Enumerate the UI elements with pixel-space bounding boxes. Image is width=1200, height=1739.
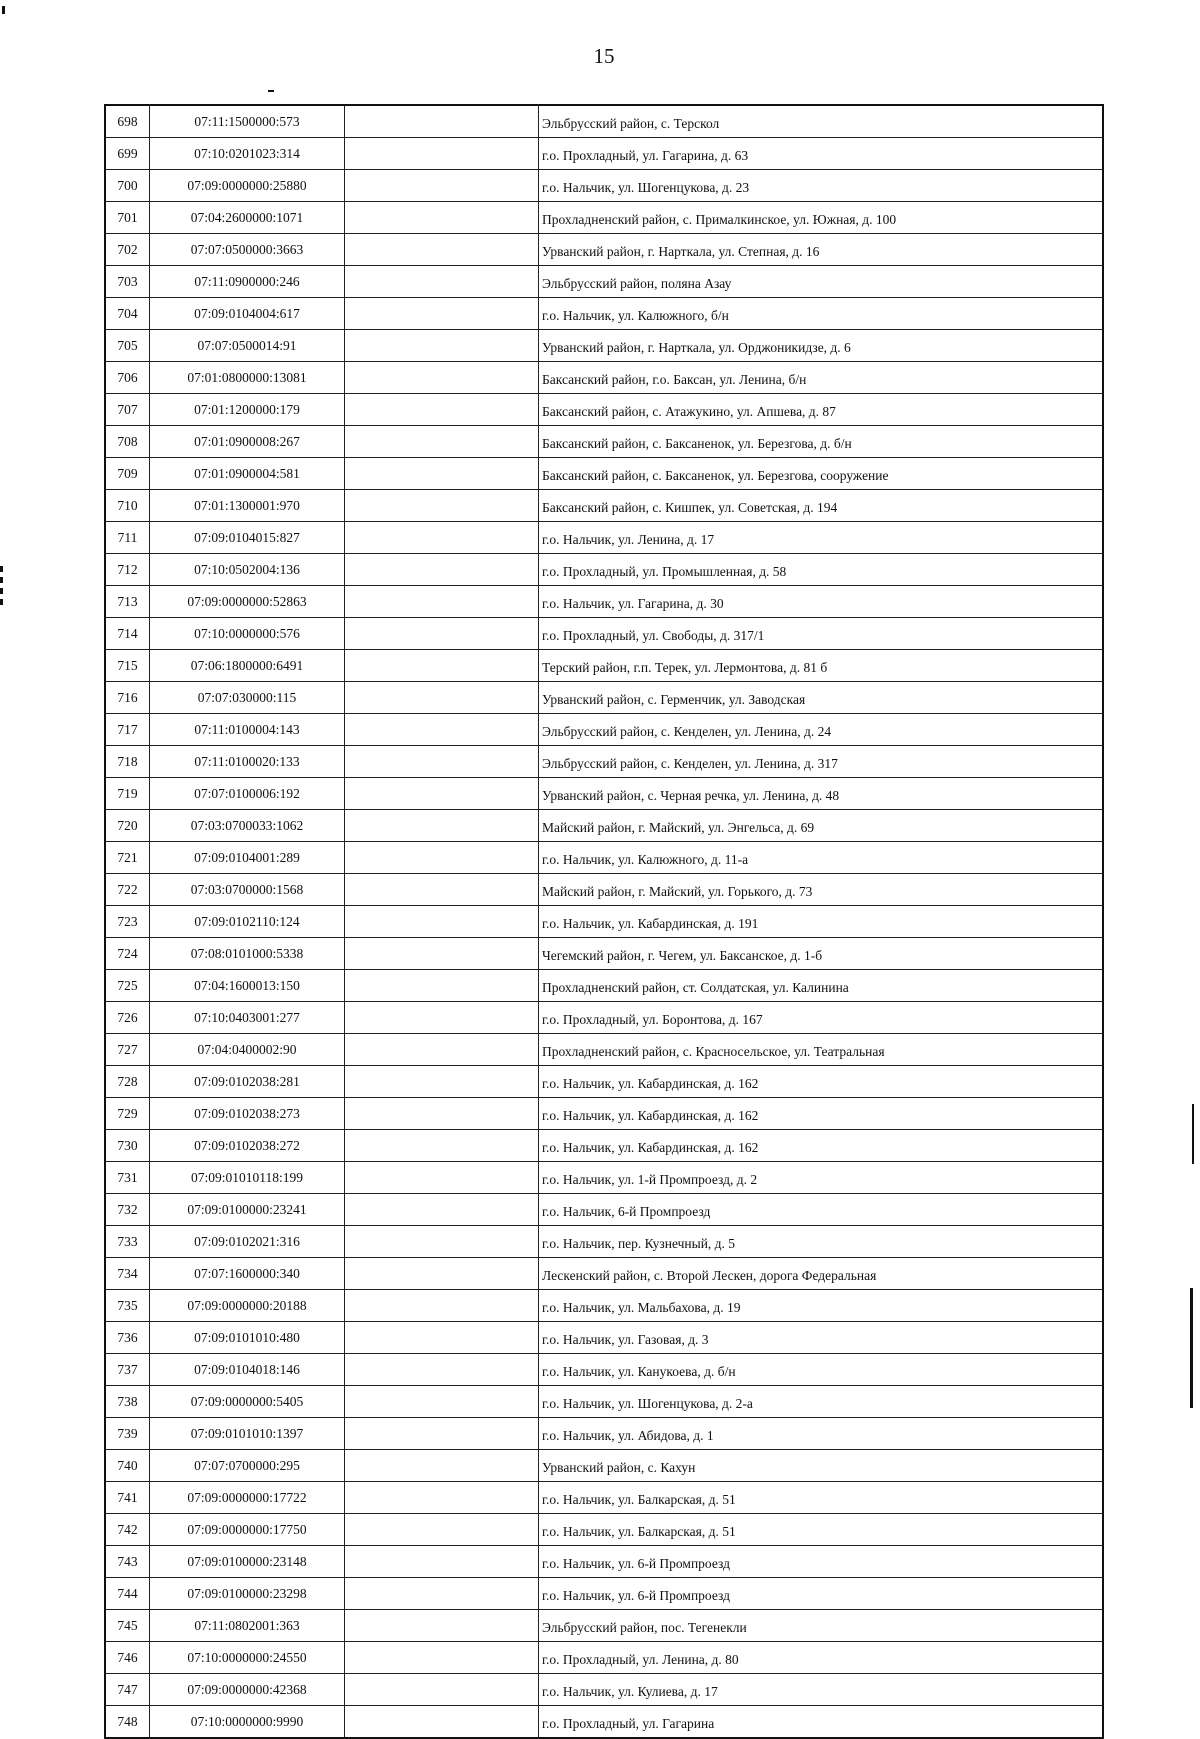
cadastral-number-cell: 07:04:2600000:1071 — [150, 202, 345, 234]
cadastral-number-cell: 07:10:0000000:24550 — [150, 1642, 345, 1674]
empty-cell — [345, 330, 539, 362]
empty-cell — [345, 298, 539, 330]
table-row — [105, 105, 1103, 138]
row-number-cell: 729 — [105, 1098, 150, 1130]
table-row — [105, 1354, 1103, 1386]
row-number-cell: 744 — [105, 1578, 150, 1610]
cadastral-number-cell: 07:09:01010118:199 — [150, 1162, 345, 1194]
empty-cell — [345, 1162, 539, 1194]
table-row — [105, 1418, 1103, 1450]
address-cell: г.о. Нальчик, ул. Гагарина, д. 30 — [539, 586, 1104, 618]
address-cell: Майский район, г. Майский, ул. Горького, д. 73 — [539, 874, 1104, 906]
table-row — [105, 938, 1103, 970]
scan-artifact — [2, 6, 5, 14]
address-cell: Урванский район, с. Герменчик, ул. Заводская — [539, 682, 1104, 714]
row-number-cell: 701 — [105, 202, 150, 234]
cadastral-number-cell: 07:09:0101010:480 — [150, 1322, 345, 1354]
empty-cell — [345, 234, 539, 266]
row-number-cell: 726 — [105, 1002, 150, 1034]
row-number-cell: 725 — [105, 970, 150, 1002]
row-number-cell: 700 — [105, 170, 150, 202]
row-number-cell: 723 — [105, 906, 150, 938]
row-number-cell: 712 — [105, 554, 150, 586]
cadastral-number-cell: 07:09:0100000:23298 — [150, 1578, 345, 1610]
address-cell: Урванский район, с. Кахун — [539, 1450, 1104, 1482]
empty-cell — [345, 426, 539, 458]
address-cell: г.о. Нальчик, ул. Канукоева, д. б/н — [539, 1354, 1104, 1386]
cadastral-number-cell: 07:04:0400002:90 — [150, 1034, 345, 1066]
address-cell: г.о. Нальчик, ул. Газовая, д. 3 — [539, 1322, 1104, 1354]
address-cell: г.о. Нальчик, пер. Кузнечный, д. 5 — [539, 1226, 1104, 1258]
empty-cell — [345, 714, 539, 746]
cadastral-number-cell: 07:09:0104001:289 — [150, 842, 345, 874]
table-row — [105, 1578, 1103, 1610]
table-row — [105, 682, 1103, 714]
address-cell: Прохладненский район, с. Красносельское, ул. Театральная — [539, 1034, 1104, 1066]
address-cell: Эльбрусский район, с. Кенделен, ул. Ленина, д. 24 — [539, 714, 1104, 746]
empty-cell — [345, 522, 539, 554]
table-row — [105, 426, 1103, 458]
table-body — [105, 105, 1103, 1738]
address-cell: г.о. Нальчик, ул. Балкарская, д. 51 — [539, 1514, 1104, 1546]
address-cell: Терский район, г.п. Терек, ул. Лермонтова, д. 81 б — [539, 650, 1104, 682]
table-row — [105, 234, 1103, 266]
row-number-cell: 724 — [105, 938, 150, 970]
row-number-cell: 707 — [105, 394, 150, 426]
row-number-cell: 708 — [105, 426, 150, 458]
table-row — [105, 170, 1103, 202]
cadastral-number-cell: 07:11:0802001:363 — [150, 1610, 345, 1642]
row-number-cell: 714 — [105, 618, 150, 650]
address-cell: г.о. Нальчик, ул. Кабардинская, д. 162 — [539, 1130, 1104, 1162]
registry-table — [104, 104, 1104, 1739]
address-cell: г.о. Нальчик, ул. Шогенцукова, д. 23 — [539, 170, 1104, 202]
scan-artifact — [0, 566, 3, 606]
row-number-cell: 728 — [105, 1066, 150, 1098]
row-number-cell: 727 — [105, 1034, 150, 1066]
cadastral-number-cell: 07:09:0000000:25880 — [150, 170, 345, 202]
table-row — [105, 1258, 1103, 1290]
table-row — [105, 266, 1103, 298]
empty-cell — [345, 1066, 539, 1098]
row-number-cell: 705 — [105, 330, 150, 362]
cadastral-number-cell: 07:09:0100000:23148 — [150, 1546, 345, 1578]
table-row — [105, 202, 1103, 234]
table-row — [105, 618, 1103, 650]
cadastral-number-cell: 07:11:0100020:133 — [150, 746, 345, 778]
address-cell: Урванский район, г. Нарткала, ул. Степная, д. 16 — [539, 234, 1104, 266]
empty-cell — [345, 746, 539, 778]
row-number-cell: 720 — [105, 810, 150, 842]
address-cell: Чегемский район, г. Чегем, ул. Баксанское, д. 1-б — [539, 938, 1104, 970]
address-cell: Прохладненский район, с. Прималкинское, ул. Южная, д. 100 — [539, 202, 1104, 234]
empty-cell — [345, 906, 539, 938]
address-cell: г.о. Нальчик, ул. Абидова, д. 1 — [539, 1418, 1104, 1450]
row-number-cell: 711 — [105, 522, 150, 554]
row-number-cell: 737 — [105, 1354, 150, 1386]
empty-cell — [345, 1642, 539, 1674]
empty-cell — [345, 554, 539, 586]
row-number-cell: 732 — [105, 1194, 150, 1226]
address-cell: г.о. Прохладный, ул. Промышленная, д. 58 — [539, 554, 1104, 586]
empty-cell — [345, 1546, 539, 1578]
empty-cell — [345, 170, 539, 202]
address-cell: Эльбрусский район, пос. Тегенекли — [539, 1610, 1104, 1642]
table-row — [105, 1706, 1103, 1739]
empty-cell — [345, 682, 539, 714]
empty-cell — [345, 1418, 539, 1450]
address-cell: г.о. Нальчик, ул. 6-й Промпроезд — [539, 1546, 1104, 1578]
row-number-cell: 734 — [105, 1258, 150, 1290]
table-row — [105, 1002, 1103, 1034]
empty-cell — [345, 266, 539, 298]
table-row — [105, 1162, 1103, 1194]
scan-artifact — [1192, 1104, 1194, 1164]
row-number-cell: 698 — [105, 105, 150, 138]
row-number-cell: 719 — [105, 778, 150, 810]
address-cell: Эльбрусский район, с. Кенделен, ул. Ленина, д. 317 — [539, 746, 1104, 778]
cadastral-number-cell: 07:09:0102038:273 — [150, 1098, 345, 1130]
row-number-cell: 706 — [105, 362, 150, 394]
cadastral-number-cell: 07:09:0000000:17750 — [150, 1514, 345, 1546]
cadastral-number-cell: 07:09:0102110:124 — [150, 906, 345, 938]
empty-cell — [345, 970, 539, 1002]
empty-cell — [345, 458, 539, 490]
cadastral-number-cell: 07:10:0000000:576 — [150, 618, 345, 650]
empty-cell — [345, 1514, 539, 1546]
row-number-cell: 704 — [105, 298, 150, 330]
empty-cell — [345, 490, 539, 522]
table-row — [105, 298, 1103, 330]
table-row — [105, 970, 1103, 1002]
empty-cell — [345, 810, 539, 842]
address-cell: г.о. Нальчик, 6-й Промпроезд — [539, 1194, 1104, 1226]
empty-cell — [345, 1706, 539, 1739]
table-row — [105, 1034, 1103, 1066]
row-number-cell: 718 — [105, 746, 150, 778]
row-number-cell: 722 — [105, 874, 150, 906]
address-cell: Баксанский район, г.о. Баксан, ул. Ленина, б/н — [539, 362, 1104, 394]
empty-cell — [345, 362, 539, 394]
row-number-cell: 710 — [105, 490, 150, 522]
table-row — [105, 554, 1103, 586]
table-row — [105, 746, 1103, 778]
table-row — [105, 1450, 1103, 1482]
cadastral-number-cell: 07:09:0102038:272 — [150, 1130, 345, 1162]
empty-cell — [345, 618, 539, 650]
cadastral-number-cell: 07:10:0201023:314 — [150, 138, 345, 170]
cadastral-number-cell: 07:11:1500000:573 — [150, 105, 345, 138]
table-row — [105, 842, 1103, 874]
address-cell: г.о. Нальчик, ул. Калюжного, б/н — [539, 298, 1104, 330]
address-cell: г.о. Нальчик, ул. Кабардинская, д. 191 — [539, 906, 1104, 938]
row-number-cell: 730 — [105, 1130, 150, 1162]
table-row — [105, 1066, 1103, 1098]
table-row — [105, 490, 1103, 522]
cadastral-number-cell: 07:11:0100004:143 — [150, 714, 345, 746]
row-number-cell: 702 — [105, 234, 150, 266]
empty-cell — [345, 105, 539, 138]
row-number-cell: 735 — [105, 1290, 150, 1322]
address-cell: Эльбрусский район, поляна Азау — [539, 266, 1104, 298]
cadastral-number-cell: 07:10:0000000:9990 — [150, 1706, 345, 1739]
address-cell: Баксанский район, с. Баксаненок, ул. Березгова, д. б/н — [539, 426, 1104, 458]
cadastral-number-cell: 07:01:0900004:581 — [150, 458, 345, 490]
row-number-cell: 713 — [105, 586, 150, 618]
table-row — [105, 1386, 1103, 1418]
address-cell: г.о. Нальчик, ул. 1-й Промпроезд, д. 2 — [539, 1162, 1104, 1194]
row-number-cell: 739 — [105, 1418, 150, 1450]
table-row — [105, 1226, 1103, 1258]
scan-artifact — [1190, 1288, 1193, 1408]
table-row — [105, 1098, 1103, 1130]
row-number-cell: 717 — [105, 714, 150, 746]
empty-cell — [345, 1354, 539, 1386]
address-cell: Урванский район, г. Нарткала, ул. Орджоникидзе, д. 6 — [539, 330, 1104, 362]
empty-cell — [345, 778, 539, 810]
table-row — [105, 1610, 1103, 1642]
cadastral-number-cell: 07:07:0500014:91 — [150, 330, 345, 362]
row-number-cell: 738 — [105, 1386, 150, 1418]
row-number-cell: 742 — [105, 1514, 150, 1546]
cadastral-number-cell: 07:09:0000000:42368 — [150, 1674, 345, 1706]
row-number-cell: 703 — [105, 266, 150, 298]
cadastral-number-cell: 07:09:0104015:827 — [150, 522, 345, 554]
address-cell: Урванский район, с. Черная речка, ул. Ленина, д. 48 — [539, 778, 1104, 810]
empty-cell — [345, 586, 539, 618]
row-number-cell: 745 — [105, 1610, 150, 1642]
cadastral-number-cell: 07:09:0000000:5405 — [150, 1386, 345, 1418]
empty-cell — [345, 1130, 539, 1162]
cadastral-number-cell: 07:03:0700033:1062 — [150, 810, 345, 842]
address-cell: г.о. Нальчик, ул. Кабардинская, д. 162 — [539, 1098, 1104, 1130]
cadastral-number-cell: 07:10:0502004:136 — [150, 554, 345, 586]
table-row — [105, 586, 1103, 618]
address-cell: Майский район, г. Майский, ул. Энгельса, д. 69 — [539, 810, 1104, 842]
empty-cell — [345, 1450, 539, 1482]
table-row — [105, 1130, 1103, 1162]
cadastral-number-cell: 07:09:0101010:1397 — [150, 1418, 345, 1450]
row-number-cell: 736 — [105, 1322, 150, 1354]
empty-cell — [345, 874, 539, 906]
cadastral-number-cell: 07:03:0700000:1568 — [150, 874, 345, 906]
empty-cell — [345, 650, 539, 682]
empty-cell — [345, 1578, 539, 1610]
cadastral-number-cell: 07:01:1200000:179 — [150, 394, 345, 426]
cadastral-number-cell: 07:01:0800000:13081 — [150, 362, 345, 394]
empty-cell — [345, 1322, 539, 1354]
address-cell: г.о. Нальчик, ул. Шогенцукова, д. 2-а — [539, 1386, 1104, 1418]
cadastral-number-cell: 07:07:030000:115 — [150, 682, 345, 714]
empty-cell — [345, 1034, 539, 1066]
table-row — [105, 650, 1103, 682]
address-cell: г.о. Прохладный, ул. Гагарина — [539, 1706, 1104, 1739]
row-number-cell: 699 — [105, 138, 150, 170]
cadastral-number-cell: 07:09:0102021:316 — [150, 1226, 345, 1258]
address-cell: Лескенский район, с. Второй Лескен, дорога Федеральная — [539, 1258, 1104, 1290]
address-cell: г.о. Нальчик, ул. Калюжного, д. 11-а — [539, 842, 1104, 874]
table-row — [105, 458, 1103, 490]
table-row — [105, 362, 1103, 394]
cadastral-number-cell: 07:09:0000000:20188 — [150, 1290, 345, 1322]
empty-cell — [345, 138, 539, 170]
cadastral-number-cell: 07:01:0900008:267 — [150, 426, 345, 458]
row-number-cell: 721 — [105, 842, 150, 874]
row-number-cell: 716 — [105, 682, 150, 714]
scan-artifact — [268, 90, 274, 92]
address-cell: г.о. Прохладный, ул. Гагарина, д. 63 — [539, 138, 1104, 170]
table-row — [105, 394, 1103, 426]
cadastral-number-cell: 07:04:1600013:150 — [150, 970, 345, 1002]
address-cell: г.о. Нальчик, ул. Мальбахова, д. 19 — [539, 1290, 1104, 1322]
address-cell: Эльбрусский район, с. Терскол — [539, 105, 1104, 138]
table-row — [105, 906, 1103, 938]
empty-cell — [345, 202, 539, 234]
row-number-cell: 748 — [105, 1706, 150, 1739]
cadastral-number-cell: 07:07:1600000:340 — [150, 1258, 345, 1290]
empty-cell — [345, 1290, 539, 1322]
empty-cell — [345, 1674, 539, 1706]
address-cell: г.о. Нальчик, ул. Кулиева, д. 17 — [539, 1674, 1104, 1706]
address-cell: Прохладненский район, ст. Солдатская, ул. Калинина — [539, 970, 1104, 1002]
empty-cell — [345, 1482, 539, 1514]
row-number-cell: 715 — [105, 650, 150, 682]
cadastral-number-cell: 07:09:0104018:146 — [150, 1354, 345, 1386]
table-row — [105, 1674, 1103, 1706]
address-cell: г.о. Нальчик, ул. Кабардинская, д. 162 — [539, 1066, 1104, 1098]
cadastral-number-cell: 07:10:0403001:277 — [150, 1002, 345, 1034]
cadastral-number-cell: 07:11:0900000:246 — [150, 266, 345, 298]
table-row — [105, 1482, 1103, 1514]
empty-cell — [345, 1610, 539, 1642]
cadastral-number-cell: 07:07:0100006:192 — [150, 778, 345, 810]
empty-cell — [345, 1258, 539, 1290]
row-number-cell: 741 — [105, 1482, 150, 1514]
address-cell: Баксанский район, с. Кишпек, ул. Советская, д. 194 — [539, 490, 1104, 522]
table-row — [105, 714, 1103, 746]
cadastral-number-cell: 07:09:0000000:52863 — [150, 586, 345, 618]
row-number-cell: 709 — [105, 458, 150, 490]
empty-cell — [345, 842, 539, 874]
address-cell: г.о. Прохладный, ул. Ленина, д. 80 — [539, 1642, 1104, 1674]
empty-cell — [345, 1386, 539, 1418]
address-cell: г.о. Прохладный, ул. Боронтова, д. 167 — [539, 1002, 1104, 1034]
row-number-cell: 740 — [105, 1450, 150, 1482]
empty-cell — [345, 1226, 539, 1258]
row-number-cell: 746 — [105, 1642, 150, 1674]
table-row — [105, 1642, 1103, 1674]
table-row — [105, 1514, 1103, 1546]
table-row — [105, 1322, 1103, 1354]
empty-cell — [345, 1194, 539, 1226]
table-row — [105, 810, 1103, 842]
table-row — [105, 330, 1103, 362]
table-row — [105, 1290, 1103, 1322]
table-row — [105, 874, 1103, 906]
row-number-cell: 743 — [105, 1546, 150, 1578]
cadastral-number-cell: 07:07:0500000:3663 — [150, 234, 345, 266]
cadastral-number-cell: 07:07:0700000:295 — [150, 1450, 345, 1482]
empty-cell — [345, 1098, 539, 1130]
empty-cell — [345, 1002, 539, 1034]
row-number-cell: 733 — [105, 1226, 150, 1258]
table-row — [105, 1194, 1103, 1226]
address-cell: Баксанский район, с. Баксаненок, ул. Березгова, сооружение — [539, 458, 1104, 490]
address-cell: г.о. Нальчик, ул. 6-й Промпроезд — [539, 1578, 1104, 1610]
table-row — [105, 522, 1103, 554]
cadastral-number-cell: 07:09:0100000:23241 — [150, 1194, 345, 1226]
empty-cell — [345, 394, 539, 426]
address-cell: Баксанский район, с. Атажукино, ул. Апшева, д. 87 — [539, 394, 1104, 426]
cadastral-number-cell: 07:09:0102038:281 — [150, 1066, 345, 1098]
row-number-cell: 747 — [105, 1674, 150, 1706]
empty-cell — [345, 938, 539, 970]
table-row — [105, 1546, 1103, 1578]
cadastral-number-cell: 07:08:0101000:5338 — [150, 938, 345, 970]
cadastral-number-cell: 07:09:0104004:617 — [150, 298, 345, 330]
table-row — [105, 778, 1103, 810]
address-cell: г.о. Нальчик, ул. Балкарская, д. 51 — [539, 1482, 1104, 1514]
row-number-cell: 731 — [105, 1162, 150, 1194]
page-number: 15 — [593, 44, 615, 68]
address-cell: г.о. Прохладный, ул. Свободы, д. 317/1 — [539, 618, 1104, 650]
cadastral-number-cell: 07:01:1300001:970 — [150, 490, 345, 522]
address-cell: г.о. Нальчик, ул. Ленина, д. 17 — [539, 522, 1104, 554]
cadastral-number-cell: 07:06:1800000:6491 — [150, 650, 345, 682]
cadastral-number-cell: 07:09:0000000:17722 — [150, 1482, 345, 1514]
table-row — [105, 138, 1103, 170]
